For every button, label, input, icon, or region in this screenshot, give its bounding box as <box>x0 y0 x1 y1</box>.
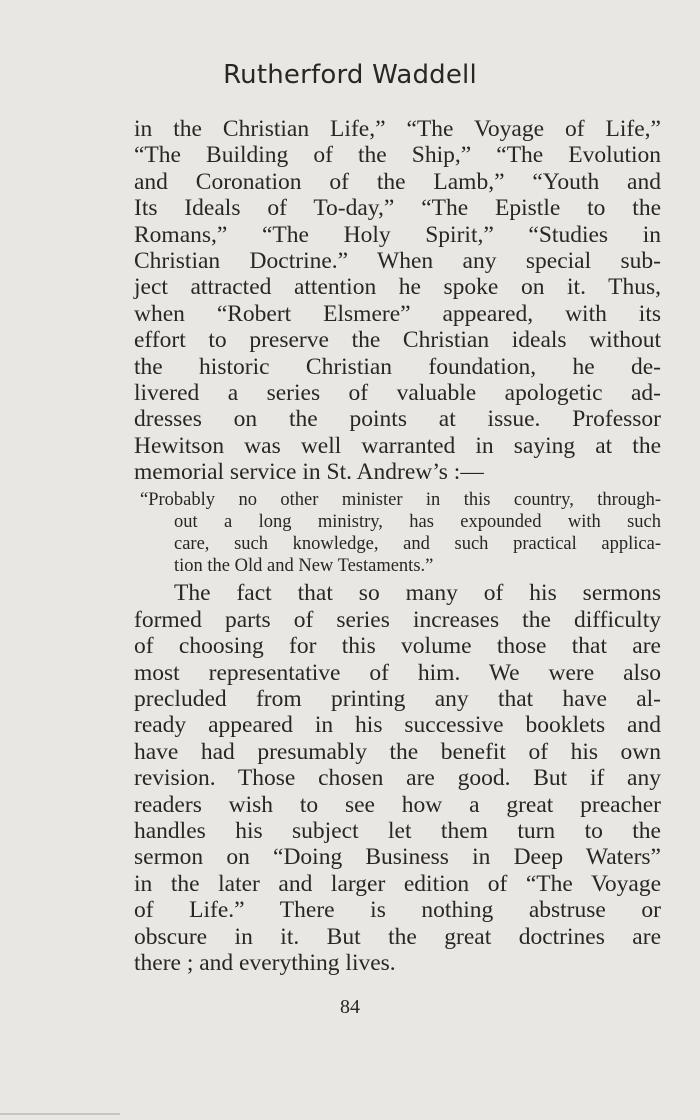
quote-line: care, such knowledge, and such practical applica- <box>174 534 661 555</box>
text-line: when “Robert Elsmere” appeared, with its <box>134 300 661 327</box>
text-line: have had presumably the benefit of his own <box>134 738 661 765</box>
text-line: ject attracted attention he spoke on it. Thus, <box>134 274 661 301</box>
text-line: “The Building of the Ship,” “The Evolution <box>134 142 661 169</box>
text-line: effort to preserve the Christian ideals without <box>134 327 661 354</box>
text-line: ready appeared in his successive booklets and <box>134 712 661 739</box>
text-line: dresses on the points at issue. Professor <box>134 406 661 433</box>
text-line: revision. Those chosen are good. But if any <box>134 765 661 792</box>
quote-line: tion the Old and New Testaments.” <box>174 556 434 577</box>
text-line: most representative of him. We were also <box>134 659 661 686</box>
text-line: memorial service in St. Andrew’s :— <box>134 459 484 486</box>
text-line: of choosing for this volume those that are <box>134 633 661 660</box>
text-line: precluded from printing any that have al- <box>134 686 661 713</box>
body-text <box>134 116 661 976</box>
paragraph-continued <box>134 116 661 485</box>
text-line: there ; and everything lives. <box>134 949 396 976</box>
text-line: in the later and larger edition of “The Voyage <box>134 870 661 897</box>
text-line: the historic Christian foundation, he de- <box>134 353 661 380</box>
page-number: 84 <box>340 996 360 1018</box>
paragraph <box>134 580 661 976</box>
text-line: in the Christian Life,” “The Voyage of Life,” <box>134 116 661 142</box>
quote-line: out a long ministry, has expounded with such <box>174 512 661 533</box>
text-line: The fact that so many of his sermons <box>174 580 661 607</box>
running-head: Rutherford Waddell <box>223 60 477 90</box>
block-quote <box>134 489 661 577</box>
text-line: handles his subject let them turn to the <box>134 817 661 844</box>
quote-line: “Probably no other minister in this country, through- <box>140 490 661 511</box>
text-line: Christian Doctrine.” When any special sub- <box>134 247 661 274</box>
text-line: of Life.” There is nothing abstruse or <box>134 897 661 924</box>
text-line: sermon on “Doing Business in Deep Waters” <box>134 844 661 871</box>
text-line: and Coronation of the Lamb,” “Youth and <box>134 168 661 195</box>
page-edge-mark <box>0 1113 120 1115</box>
text-line: Hewitson was well warranted in saying at the <box>134 432 661 459</box>
text-line: obscure in it. But the great doctrines are <box>134 923 661 950</box>
text-line: formed parts of series increases the difficulty <box>134 606 661 633</box>
text-line: Romans,” “The Holy Spirit,” “Studies in <box>134 221 661 248</box>
text-line: readers wish to see how a great preacher <box>134 791 661 818</box>
text-line: Its Ideals of To-day,” “The Epistle to the <box>134 195 661 222</box>
text-line: livered a series of valuable apologetic ad- <box>134 379 661 406</box>
